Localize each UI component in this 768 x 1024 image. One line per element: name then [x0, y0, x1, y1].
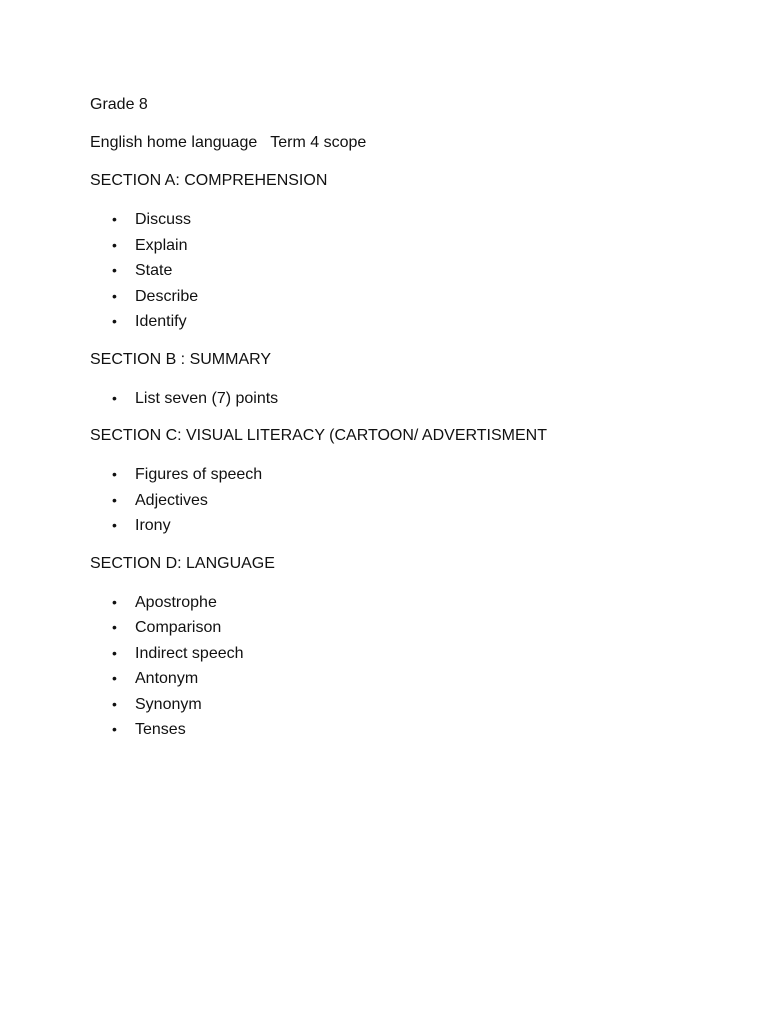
section-b-heading: SECTION B : SUMMARY — [90, 350, 272, 368]
section-a-list — [90, 207, 710, 335]
list-item-text: Adjectives — [135, 491, 208, 509]
list-item-text: List seven (7) points — [135, 389, 279, 407]
list-item-text: Explain — [135, 236, 188, 254]
list-item — [90, 233, 710, 259]
bullet-icon: • — [112, 695, 117, 712]
section-d-heading: SECTION D: LANGUAGE — [90, 554, 275, 572]
list-item — [90, 258, 710, 284]
section-b-list — [90, 386, 710, 412]
list-item-text: Indirect speech — [135, 644, 244, 662]
list-item-text: Apostrophe — [135, 593, 217, 611]
bullet-icon: • — [112, 644, 117, 661]
list-item-text: Synonym — [135, 695, 202, 713]
bullet-icon: • — [112, 313, 117, 329]
list-item — [90, 692, 710, 718]
bullet-icon: • — [112, 491, 117, 508]
list-item — [90, 590, 710, 616]
list-item-text: State — [135, 262, 173, 279]
bullet-icon: • — [112, 287, 117, 304]
bullet-icon: • — [112, 211, 117, 227]
list-item-text: Antonym — [135, 670, 199, 687]
list-item-text: Discuss — [135, 211, 192, 228]
list-item-text: Irony — [135, 517, 171, 534]
list-item-text: Identify — [135, 313, 187, 330]
bullet-icon: • — [112, 466, 117, 482]
document-subtitle: English home language Term 4 scope — [90, 134, 367, 151]
list-item — [90, 513, 710, 539]
list-item — [90, 284, 710, 310]
bullet-icon: • — [112, 593, 117, 610]
list-item-text: Describe — [135, 287, 199, 305]
section-c-list — [90, 462, 710, 539]
bullet-icon: • — [112, 517, 117, 533]
bullet-icon: • — [112, 721, 117, 737]
list-item — [90, 462, 710, 488]
list-item — [90, 615, 710, 641]
list-item — [90, 666, 710, 692]
bullet-icon: • — [112, 389, 117, 406]
section-d-list — [90, 590, 710, 743]
list-item-text: Comparison — [135, 619, 222, 636]
section-c-heading: SECTION C: VISUAL LITERACY (CARTOON/ ADVERTISMENT — [90, 427, 547, 444]
list-item-text: Figures of speech — [135, 466, 263, 483]
list-item — [90, 488, 710, 514]
document-page — [90, 93, 710, 756]
list-item-text: Tenses — [135, 721, 186, 738]
list-item — [90, 386, 710, 412]
list-item — [90, 207, 710, 233]
bullet-icon: • — [112, 236, 117, 253]
grade-line: Grade 8 — [90, 96, 148, 113]
list-item — [90, 309, 710, 335]
bullet-icon: • — [112, 619, 117, 635]
list-item — [90, 641, 710, 667]
bullet-icon: • — [112, 262, 117, 278]
bullet-icon: • — [112, 670, 117, 686]
section-a-heading: SECTION A: COMPREHENSION — [90, 172, 328, 189]
list-item — [90, 717, 710, 743]
